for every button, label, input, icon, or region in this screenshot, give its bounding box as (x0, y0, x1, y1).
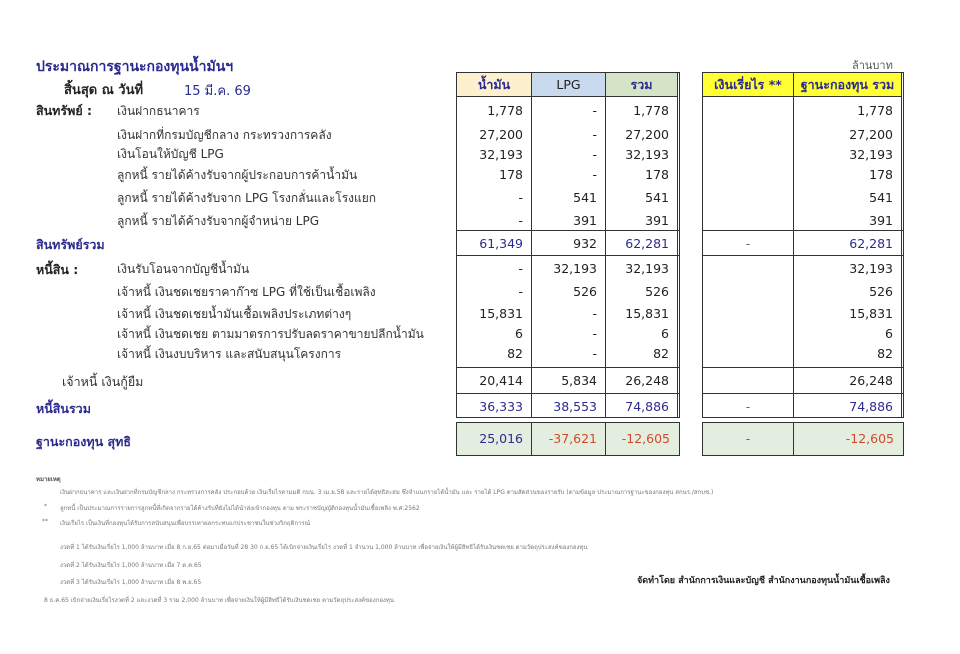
footnote-line: งวดที่ 1 ได้รับเงินเรี่ยไร 1,000 ล้านบาท เมื่อ 8 ก.ย.65 ต่อมาเมื่อวันที่ 28 30 ก.ย.65 ได้เบิกจ่ายเงินเรี่ยไร งวดที่ 1 จำนวน 1,000 ล้านบาท เพื่อจ่ายเงินให้ผู้มีสิทธิได้รับเงินชดเชย ตามวัตถุประสงค์ของกองทุน (60, 544, 588, 551)
cell: 526 (573, 284, 597, 299)
cell: 15,831 (625, 306, 669, 321)
divider (457, 367, 679, 368)
cell: 82 (877, 346, 893, 361)
cell-total: 62,281 (625, 236, 669, 251)
footnote-heading: หมายเหตุ (36, 476, 61, 483)
cell: 20,414 (479, 373, 523, 388)
net-col-oil (457, 423, 532, 455)
cell: 6 (661, 326, 669, 341)
prepared-by: จัดทำโดย สำนักการเงินและบัญชี สำนักงานกองทุนน้ำมันเชื้อเพลิง (637, 576, 890, 586)
footnote-marker: ** (42, 518, 48, 525)
divider (457, 393, 679, 394)
cell: - (518, 284, 523, 299)
cell: 15,831 (849, 306, 893, 321)
cell: 178 (499, 167, 523, 182)
cell-total: - (745, 399, 751, 414)
date-value: 15 มี.ค. 69 (184, 84, 251, 99)
cell: 1,778 (857, 103, 893, 118)
cell-total: 932 (573, 236, 597, 251)
divider (457, 255, 679, 256)
net-position-row-main (456, 422, 680, 456)
cell: - (592, 306, 597, 321)
net-col-loan (703, 423, 794, 455)
net-lpg: -37,621 (548, 431, 597, 446)
cell: - (592, 326, 597, 341)
header-total: รวม (606, 73, 677, 97)
net-oil: 25,016 (479, 431, 523, 446)
net-position-label: ฐานะกองทุน สุทธิ (36, 434, 131, 449)
cell: 32,193 (625, 147, 669, 162)
total-assets-label: สินทรัพย์รวม (36, 237, 105, 252)
cell: 6 (885, 326, 893, 341)
col-total (606, 73, 678, 417)
header-fund-total: ฐานะกองทุน รวม (794, 73, 901, 97)
cell: - (592, 147, 597, 162)
divider (703, 255, 903, 256)
asset-label: เงินฝากธนาคาร (117, 104, 200, 118)
cell: 32,193 (849, 261, 893, 276)
report-title: ประมาณการฐานะกองทุนน้ำมันฯ (36, 59, 234, 75)
date-label: สิ้นสุด ณ วันที่ (64, 83, 144, 98)
fund-table-main (456, 72, 680, 418)
header-oil: น้ำมัน (457, 73, 531, 97)
cell: - (518, 190, 523, 205)
col-lpg (532, 73, 606, 417)
net-col-lpg (532, 423, 606, 455)
cell: 27,200 (849, 127, 893, 142)
cell: 526 (645, 284, 669, 299)
cell: 391 (645, 213, 669, 228)
cell: 391 (869, 213, 893, 228)
net-col-fund-total (794, 423, 902, 455)
cell: - (518, 213, 523, 228)
cell: - (592, 127, 597, 142)
net-total: -12,605 (621, 431, 670, 446)
cell: 178 (645, 167, 669, 182)
borrowing-label: เจ้าหนี้ เงินกู้ยืม (62, 374, 144, 389)
cell-total: 62,281 (849, 236, 893, 251)
cell: - (592, 103, 597, 118)
divider (703, 393, 903, 394)
cell: - (518, 261, 523, 276)
asset-label: เงินฝากที่กรมบัญชีกลาง กระทรวงการคลัง (117, 128, 332, 142)
liability-label: เจ้าหนี้ เงินชดเชย ตามมาตรการปรับลดราคาขายปลีกน้ำมัน (117, 327, 424, 341)
cell: 1,778 (487, 103, 523, 118)
cell: 82 (507, 346, 523, 361)
cell: 541 (573, 190, 597, 205)
cell-total: 36,333 (479, 399, 523, 414)
footnote-line: ลูกหนี้ เป็นประมาณการรายการลูกหนี้ที่เกิดจากรายได้ค้างรับที่ยังไม่ได้นำส่งเข้ากองทุน ตาม พระราชบัญญัติกองทุนน้ำมันเชื้อเพลิง พ.ศ.2562 (60, 505, 420, 512)
cell: - (592, 167, 597, 182)
cell: 178 (869, 167, 893, 182)
cell-total: 74,886 (849, 399, 893, 414)
cell: 6 (515, 326, 523, 341)
net-fund-total: -12,605 (845, 431, 894, 446)
col-fund-total (794, 73, 902, 417)
net-loan: - (745, 431, 751, 446)
footnote-line: งวดที่ 3 ได้รับเงินเรี่ยไร 1,000 ล้านบาท เมื่อ 8 พ.ย.65 (60, 579, 202, 586)
footnote-marker: * (44, 503, 47, 510)
cell: 32,193 (625, 261, 669, 276)
cell: 32,193 (479, 147, 523, 162)
footnote-line: 8 ธ.ค.65 เบิกจ่ายเงินเรี่ยไรงวดที่ 2 และงวดที่ 3 รวม 2,000 ล้านบาท เพื่อจ่ายเงินให้ผู้มีสิทธิได้รับเงินชดเชย ตามวัตถุประสงค์ของกองทุน (44, 597, 394, 604)
cell: 1,778 (633, 103, 669, 118)
asset-label: ลูกหนี้ รายได้ค้างรับจากผู้จำหน่าย LPG (117, 214, 320, 228)
divider (703, 367, 903, 368)
net-position-row-right (702, 422, 904, 456)
cell: 391 (573, 213, 597, 228)
unit-label: ล้านบาท (852, 59, 893, 72)
divider (457, 230, 679, 231)
header-loan: เงินเรี่ยไร ** (703, 73, 793, 97)
cell: 32,193 (849, 147, 893, 162)
col-oil (457, 73, 532, 417)
col-loan (703, 73, 794, 417)
fund-table-right (702, 72, 904, 418)
header-lpg: LPG (532, 73, 605, 97)
cell: 5,834 (561, 373, 597, 388)
divider (703, 230, 903, 231)
cell: 32,193 (553, 261, 597, 276)
cell: 27,200 (479, 127, 523, 142)
total-liabilities-label: หนี้สินรวม (36, 401, 91, 416)
cell: 26,248 (625, 373, 669, 388)
footnote-line: เงินฝากธนาคาร และเงินฝากที่กรมบัญชีกลาง กระทรวงการคลัง ประกอบด้วย เงินเรี่ยไรตามมติ กบน. 3 เม.ย.58 และรายได้สุทธิสะสม ซึ่งจำแนกรายได้น้ำมัน และ รายได้ LPG ตามสัดส่วนของรายรับ (ตามข้อมูล ประมาณการฐานะของกองทุน สกนร./สกบช.) (60, 489, 714, 496)
cell-total: 74,886 (625, 399, 669, 414)
liabilities-section-label: หนี้สิน : (36, 262, 79, 277)
liability-label: เจ้าหนี้ เงินงบบริหาร และสนับสนุนโครงการ (117, 347, 342, 361)
cell: 526 (869, 284, 893, 299)
asset-label: เงินโอนให้บัญชี LPG (117, 147, 224, 161)
footnote-line: เงินเรี่ยไร เป็นเงินที่กองทุนได้รับการสนับสนุนเพื่อบรรเทาผลกระทบแก่ประชาชนในช่วงวิกฤติการณ์ (60, 520, 311, 527)
cell-total: - (745, 236, 751, 251)
cell: 541 (645, 190, 669, 205)
liability-label: เจ้าหนี้ เงินชดเชยราคาก๊าซ LPG ที่ใช้เป็นเชื้อเพลิง (117, 285, 376, 299)
asset-label: ลูกหนี้ รายได้ค้างรับจากผู้ประกอบการค้าน้ำมัน (117, 168, 358, 182)
cell: 27,200 (625, 127, 669, 142)
cell: 26,248 (849, 373, 893, 388)
net-col-total (606, 423, 678, 455)
liability-label: เงินรับโอนจากบัญชีน้ำมัน (117, 262, 250, 276)
asset-label: ลูกหนี้ รายได้ค้างรับจาก LPG โรงกลั่นและโรงแยก (117, 191, 377, 205)
cell: 541 (869, 190, 893, 205)
cell: 82 (653, 346, 669, 361)
cell-total: 61,349 (479, 236, 523, 251)
assets-section-label: สินทรัพย์ : (36, 103, 93, 118)
liability-label: เจ้าหนี้ เงินชดเชยน้ำมันเชื้อเพลิงประเภทต่างๆ (117, 307, 352, 321)
cell-total: 38,553 (553, 399, 597, 414)
cell: - (592, 346, 597, 361)
footnote-line: งวดที่ 2 ได้รับเงินเรี่ยไร 1,000 ล้านบาท เมื่อ 7 ต.ค.65 (60, 562, 202, 569)
cell: 15,831 (479, 306, 523, 321)
